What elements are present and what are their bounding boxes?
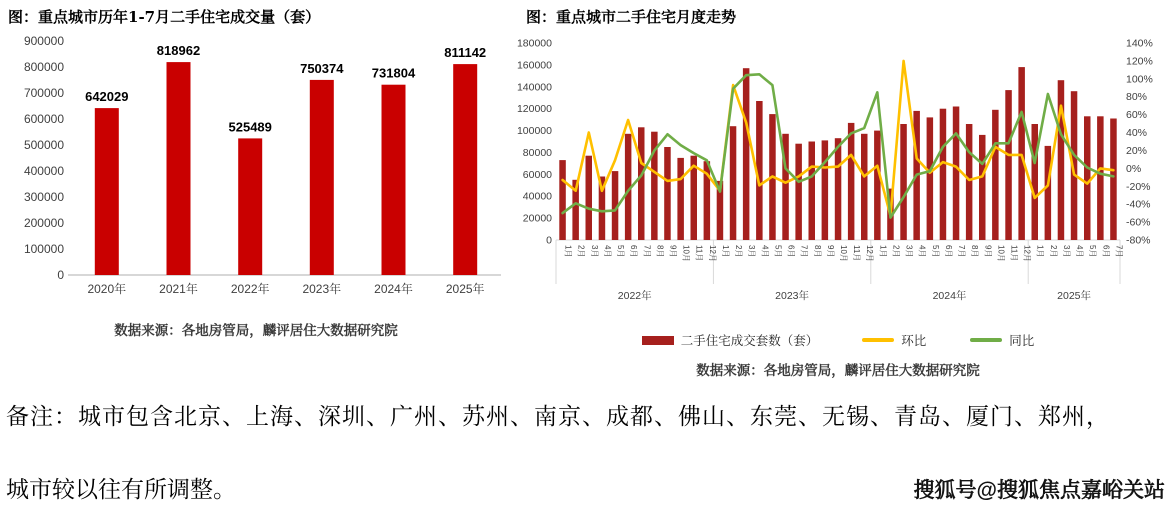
svg-text:3月: 3月 xyxy=(589,245,599,258)
svg-text:10月: 10月 xyxy=(681,245,691,262)
legend-item-volume xyxy=(642,331,819,349)
svg-text:6月: 6月 xyxy=(786,245,796,258)
svg-text:1月: 1月 xyxy=(878,245,888,258)
svg-text:140%: 140% xyxy=(1126,37,1153,50)
svg-text:180000: 180000 xyxy=(516,37,552,50)
svg-text:2023年: 2023年 xyxy=(775,290,810,302)
svg-text:700000: 700000 xyxy=(23,86,64,100)
svg-text:400000: 400000 xyxy=(23,164,64,178)
svg-text:12月: 12月 xyxy=(865,245,875,262)
svg-text:8月: 8月 xyxy=(812,245,822,258)
left-chart-plot xyxy=(6,33,506,303)
svg-text:1月: 1月 xyxy=(721,245,730,258)
svg-text:8月: 8月 xyxy=(970,245,980,258)
right-chart-title: 图：重点城市二手住宅月度走势 xyxy=(526,8,737,26)
svg-text:80000: 80000 xyxy=(522,146,552,159)
svg-text:6月: 6月 xyxy=(1101,245,1111,258)
svg-text:2022年: 2022年 xyxy=(617,290,652,302)
footer xyxy=(0,398,1171,504)
svg-text:140000: 140000 xyxy=(516,81,552,94)
svg-text:60000: 60000 xyxy=(522,168,552,181)
svg-text:160000: 160000 xyxy=(516,59,552,72)
svg-text:10月: 10月 xyxy=(996,245,1006,262)
svg-text:2月: 2月 xyxy=(891,245,901,258)
svg-text:2020年: 2020年 xyxy=(87,282,127,296)
svg-text:-80%: -80% xyxy=(1126,234,1151,247)
svg-text:2021年: 2021年 xyxy=(159,282,198,296)
svg-text:100%: 100% xyxy=(1126,73,1153,86)
svg-text:120%: 120% xyxy=(1126,55,1153,68)
svg-text:5月: 5月 xyxy=(616,245,625,258)
svg-text:731804: 731804 xyxy=(371,65,416,81)
svg-text:4月: 4月 xyxy=(917,245,927,258)
svg-text:-20%: -20% xyxy=(1126,180,1151,193)
footer-note-line2: 城市较以往有所调整。 xyxy=(6,477,236,503)
svg-text:40%: 40% xyxy=(1126,127,1148,139)
legend-item-yoy xyxy=(970,331,1034,349)
svg-text:-40%: -40% xyxy=(1126,198,1151,211)
svg-text:8月: 8月 xyxy=(655,245,665,258)
legend-mom-line-swatch xyxy=(862,338,894,342)
right-chart-panel xyxy=(508,6,1168,379)
svg-text:40000: 40000 xyxy=(522,190,552,203)
svg-text:811142: 811142 xyxy=(444,45,487,61)
svg-text:3月: 3月 xyxy=(1062,245,1071,258)
svg-text:9月: 9月 xyxy=(983,245,993,258)
svg-text:11月: 11月 xyxy=(852,245,862,262)
svg-text:4月: 4月 xyxy=(760,245,770,258)
legend-item-mom xyxy=(862,331,926,349)
svg-text:5月: 5月 xyxy=(773,245,783,258)
svg-text:100000: 100000 xyxy=(23,242,64,256)
svg-text:6月: 6月 xyxy=(629,245,639,258)
svg-text:2月: 2月 xyxy=(576,245,586,258)
svg-text:600000: 600000 xyxy=(23,112,64,126)
svg-text:3月: 3月 xyxy=(747,245,757,258)
svg-text:2025年: 2025年 xyxy=(1057,290,1092,302)
svg-text:20000: 20000 xyxy=(522,212,552,225)
svg-text:0%: 0% xyxy=(1126,162,1142,175)
svg-text:100000: 100000 xyxy=(516,125,552,138)
left-chart-title: 图：重点城市历年1-7月二手住宅成交量（套） xyxy=(8,8,321,26)
svg-text:9月: 9月 xyxy=(668,245,678,258)
svg-text:818962: 818962 xyxy=(156,43,201,59)
svg-text:2月: 2月 xyxy=(1048,245,1058,258)
svg-text:12月: 12月 xyxy=(707,245,717,262)
svg-text:800000: 800000 xyxy=(23,60,64,74)
svg-text:2022年: 2022年 xyxy=(230,282,270,296)
right-chart-plot xyxy=(508,33,1168,311)
svg-text:10月: 10月 xyxy=(839,245,848,262)
svg-text:5月: 5月 xyxy=(1088,245,1098,258)
svg-text:5月: 5月 xyxy=(930,245,940,258)
svg-text:7月: 7月 xyxy=(1114,245,1124,258)
svg-text:2025年: 2025年 xyxy=(445,282,485,296)
svg-text:-60%: -60% xyxy=(1126,216,1151,229)
legend-label-yoy: 同比 xyxy=(1009,333,1035,348)
svg-text:500000: 500000 xyxy=(23,138,64,152)
legend-yoy-line-swatch xyxy=(970,338,1002,342)
svg-text:11月: 11月 xyxy=(694,245,704,262)
svg-text:1月: 1月 xyxy=(563,245,573,258)
svg-text:2023年: 2023年 xyxy=(302,282,342,296)
svg-text:12月: 12月 xyxy=(1022,245,1032,262)
svg-text:60%: 60% xyxy=(1126,109,1148,122)
left-chart-panel xyxy=(6,6,506,339)
svg-text:750374: 750374 xyxy=(300,60,344,76)
svg-text:6月: 6月 xyxy=(943,245,953,258)
legend-label-mom: 环比 xyxy=(901,333,927,348)
svg-text:900000: 900000 xyxy=(23,34,64,48)
footer-note-line1: 备注：城市包含北京、上海、深圳、广州、苏州、南京、成都、佛山、东莞、无锡、青岛、厦门、郑州， xyxy=(6,404,1110,430)
svg-text:525489: 525489 xyxy=(228,119,272,135)
svg-text:11月: 11月 xyxy=(1009,245,1019,262)
svg-text:2024年: 2024年 xyxy=(932,290,967,302)
svg-text:3月: 3月 xyxy=(904,245,914,258)
svg-text:4月: 4月 xyxy=(602,245,612,258)
right-chart-legend xyxy=(508,331,1168,349)
svg-text:300000: 300000 xyxy=(23,190,64,204)
legend-label-volume: 二手住宅成交套数（套） xyxy=(680,333,819,348)
svg-text:0: 0 xyxy=(546,234,552,247)
svg-text:120000: 120000 xyxy=(516,103,552,116)
left-chart-source: 数据来源：各地房管局，麟评居住大数据研究院 xyxy=(114,323,398,339)
svg-text:2024年: 2024年 xyxy=(374,282,413,296)
svg-text:20%: 20% xyxy=(1126,145,1148,157)
right-chart-source: 数据来源：各地房管局，麟评居住大数据研究院 xyxy=(696,363,980,379)
svg-text:7月: 7月 xyxy=(642,245,652,258)
svg-text:7月: 7月 xyxy=(957,245,966,258)
watermark: 搜狐号@搜狐焦点嘉峪关站 xyxy=(913,479,1165,502)
svg-text:0: 0 xyxy=(57,268,64,282)
svg-text:200000: 200000 xyxy=(23,216,64,230)
legend-bar-swatch xyxy=(642,336,674,345)
svg-text:80%: 80% xyxy=(1126,91,1148,104)
svg-text:9月: 9月 xyxy=(825,245,835,258)
svg-text:1月: 1月 xyxy=(1035,245,1045,258)
svg-text:7月: 7月 xyxy=(799,245,809,258)
svg-text:2月: 2月 xyxy=(734,245,744,258)
svg-text:642029: 642029 xyxy=(85,89,129,105)
svg-text:4月: 4月 xyxy=(1075,245,1085,258)
